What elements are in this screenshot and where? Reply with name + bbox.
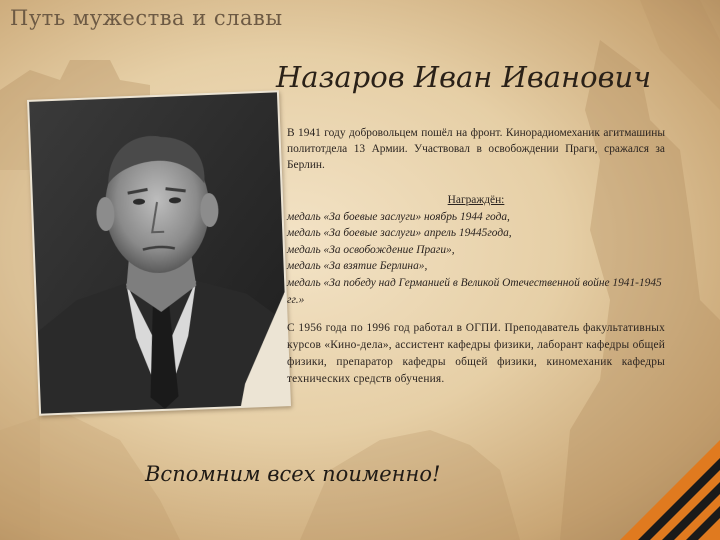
portrait-image: [29, 92, 289, 413]
slide-header-title: Путь мужества и славы: [10, 6, 283, 30]
award-item: медаль «За освобождение Праги»,: [287, 243, 455, 256]
awards-section: [287, 192, 665, 308]
person-name-heading: Назаров Иван Иванович: [276, 60, 652, 94]
footer-slogan: Вспомним всех поименно!: [145, 462, 441, 486]
biography-paragraph: В 1941 году добровольцем пошёл на фронт. Кинорадиомеханик агитмашины политотдела 13 Армии. Участвовал в освобождении Праги, сражался за Берлин.: [287, 127, 665, 171]
portrait-photo: [27, 90, 291, 415]
award-item: медаль «За победу над Германией в Великой Отечественной войне 1941-1945 гг.»: [287, 276, 662, 306]
career-paragraph: С 1956 года по 1996 год работал в ОГПИ. Преподаватель факультативных курсов «Кино-дела», ассистент кафедры физики, лаборант кафедры общей физики, препаратор кафедры общей физики, киномеханик кафедры технических средств обучения.: [287, 322, 665, 385]
award-item: медаль «За взятие Берлина»,: [287, 260, 428, 273]
st-george-ribbon-icon: [620, 440, 720, 540]
award-item: медаль «За боевые заслуги» апрель 19445года,: [287, 227, 512, 240]
awards-heading: Награждён:: [447, 194, 505, 206]
award-item: медаль «За боевые заслуги» ноябрь 1944 года,: [287, 210, 510, 223]
